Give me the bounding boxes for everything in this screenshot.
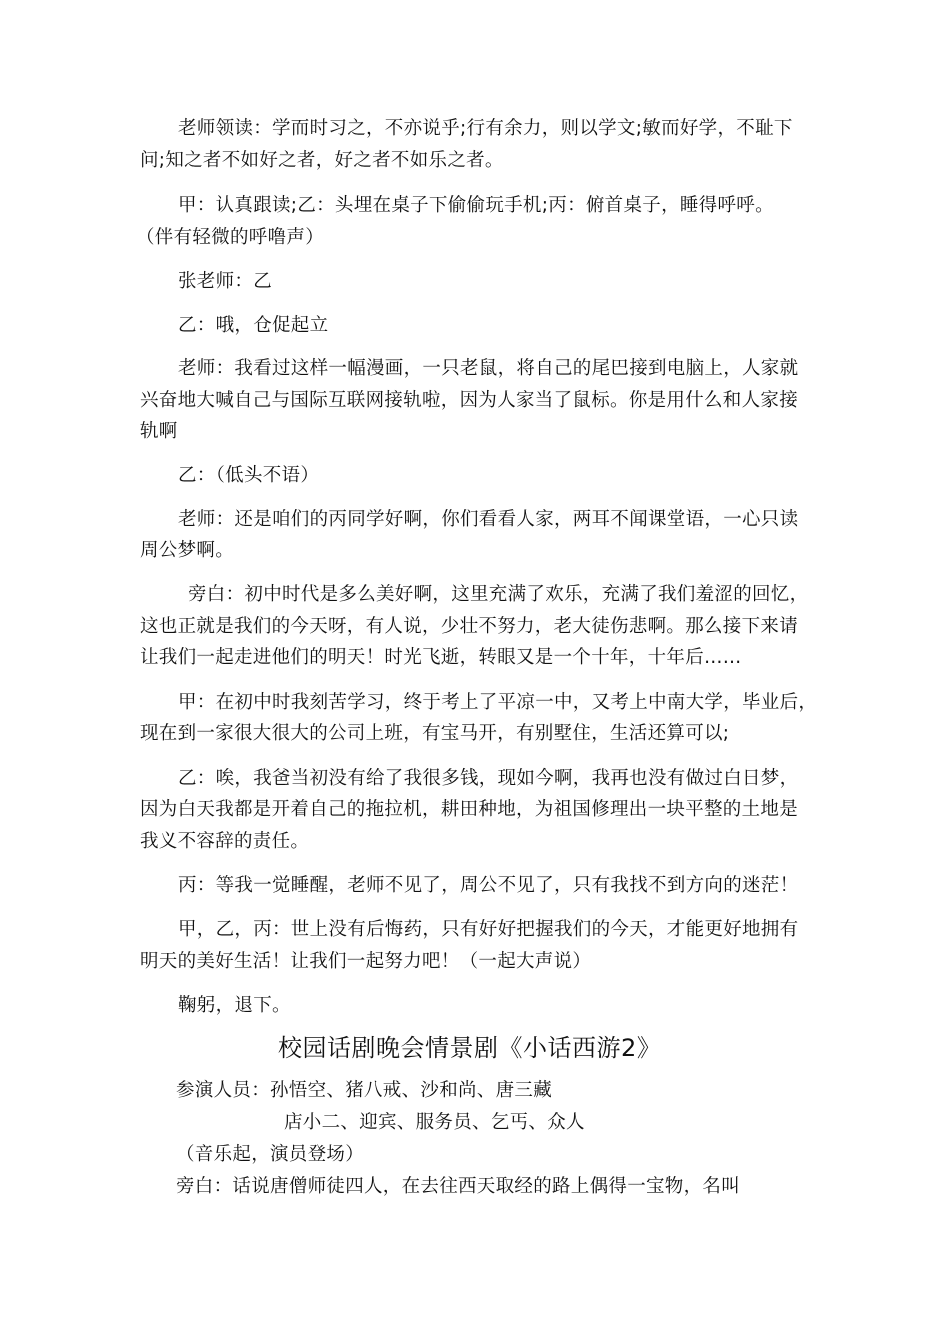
para-7-line-1: 老师：还是咱们的丙同学好啊，你们看看人家，两耳不闻课堂语，一心只读: [178, 509, 799, 530]
para-9-line-1: 甲：在初中时我刻苦学习，终于考上了平凉一中，又考上中南大学，毕业后，: [178, 692, 818, 713]
para-1-line-2: 问;知之者不如好之者，好之者不如乐之者。: [140, 150, 504, 171]
para-6-line-1: 乙：（低头不语）: [178, 465, 320, 486]
narration-line: 旁白：话说唐僧师徒四人，在去往西天取经的路上偶得一宝物，名叫: [176, 1176, 741, 1197]
para-9-line-2: 现在到一家很大很大的公司上班，有宝马开，有别墅住，生活还算可以;: [140, 723, 730, 744]
para-10-line-3: 我义不容辞的责任。: [140, 831, 310, 852]
para-12-line-1: 甲，乙，丙：世上没有后悔药，只有好好把握我们的今天，才能更好地拥有: [178, 919, 799, 940]
play-title: 校园话剧晚会情景剧《小话西游2》: [278, 1034, 662, 1062]
para-8-line-1: 旁白：初中时代是多么美好啊，这里充满了欢乐，充满了我们羞涩的回忆，: [188, 584, 809, 605]
para-12-line-2: 明天的美好生活！让我们一起努力吧！（一起大声说）: [140, 951, 592, 972]
para-10-line-2: 因为白天我都是开着自己的拖拉机，耕田种地，为祖国修理出一块平整的土地是: [140, 799, 799, 820]
para-10-line-1: 乙：唉，我爸当初没有给了我很多钱，现如今啊，我再也没有做过白日梦，: [178, 768, 799, 789]
cast-line-1: 参演人员：孙悟空、猪八戒、沙和尚、唐三藏: [176, 1080, 553, 1101]
para-2-line-2: （伴有轻微的呼噜声）: [136, 227, 325, 248]
para-5-line-2: 兴奋地大喊自己与国际互联网接轨啦，因为人家当了鼠标。你是用什么和人家接: [140, 390, 799, 411]
cast-line-2: 店小二、迎宾、服务员、乞丐、众人: [284, 1112, 585, 1133]
para-1-line-1: 老师领读：学而时习之，不亦说乎;行有余力，则以学文;敏而好学，不耻下: [178, 118, 793, 139]
para-11-line-1: 丙：等我一觉睡醒，老师不见了，周公不见了，只有我找不到方向的迷茫！: [178, 875, 799, 896]
para-13-line-1: 鞠躬，退下。: [178, 995, 291, 1016]
para-4-line-1: 乙：哦，仓促起立: [178, 315, 329, 336]
para-8-line-2: 这也正就是我们的今天呀，有人说，少壮不努力，老大徒伤悲啊。那么接下来请: [140, 616, 799, 637]
para-5-line-3: 轨啊: [140, 421, 178, 442]
stage-direction: （音乐起，演员登场）: [176, 1144, 365, 1165]
para-5-line-1: 老师：我看过这样一幅漫画，一只老鼠，将自己的尾巴接到电脑上，人家就: [178, 358, 799, 379]
para-2-line-1: 甲：认真跟读;乙：头埋在桌子下偷偷玩手机;丙：俯首桌子，睡得呼呼。: [178, 195, 774, 216]
para-8-line-3: 让我们一起走进他们的明天！时光飞逝，转眼又是一个十年，十年后……: [140, 647, 742, 668]
para-7-line-2: 周公梦啊。: [140, 540, 235, 561]
para-3-line-1: 张老师：乙: [178, 271, 273, 292]
